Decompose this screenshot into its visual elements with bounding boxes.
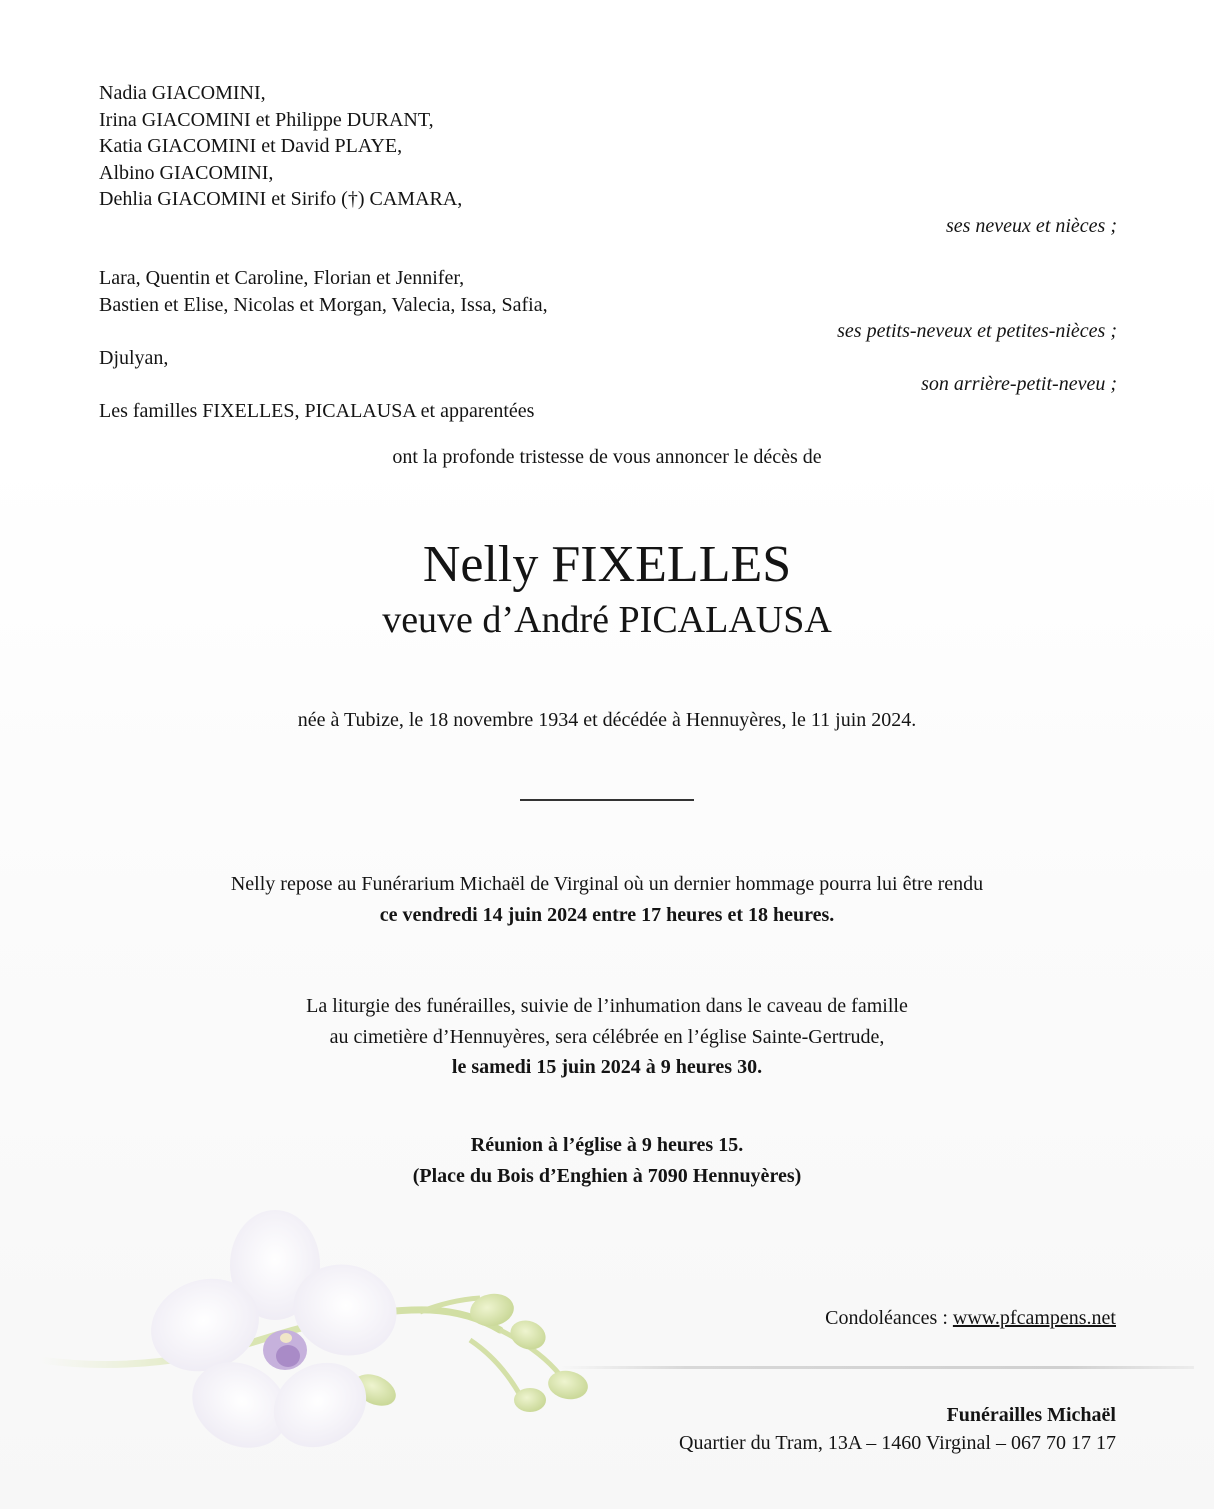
funeral-line: La liturgie des funérailles, suivie de l’inhumation dans le caveau de famille	[306, 995, 908, 1017]
family-member: Lara, Quentin et Caroline, Florian et Jennifer,	[99, 267, 465, 289]
family-role: son arrière-petit-neveu ;	[921, 373, 1117, 395]
family-role: ses petits-neveux et petites-nièces ;	[837, 320, 1117, 342]
family-member: Djulyan,	[99, 346, 169, 369]
divider-line	[520, 799, 694, 801]
deceased-name: Nelly FIXELLES	[422, 536, 792, 593]
condolences	[825, 1307, 1116, 1330]
funeral-paragraph	[0, 991, 1214, 1083]
family-member: Dehlia GIACOMINI et Sirifo (†) CAMARA,	[99, 188, 463, 210]
family-member: Katia GIACOMINI et David PLAYE,	[99, 135, 403, 157]
birth-death-dates: née à Tubize, le 18 novembre 1934 et décédée à Hennuyères, le 11 juin 2024.	[297, 709, 917, 731]
visitation-line: Nelly repose au Funérarium Michaël de Virginal où un dernier hommage pourra lui être rendu	[230, 873, 984, 895]
family-role: ses neveux et nièces ;	[945, 214, 1117, 237]
meeting-time: Réunion à l’église à 9 heures 15.	[470, 1134, 744, 1156]
meeting-paragraph	[0, 1130, 1214, 1191]
family-member: Irina GIACOMINI et Philippe DURANT,	[99, 108, 434, 131]
funeral-company	[679, 1401, 1116, 1457]
family-member: Albino GIACOMINI,	[99, 161, 274, 184]
condolences-label: Condoléances :	[825, 1307, 948, 1329]
company-name: Funérailles Michaël	[946, 1404, 1116, 1426]
family-member: Nadia GIACOMINI,	[99, 82, 266, 104]
announcement-text: ont la profonde tristesse de vous annoncer le décès de	[392, 446, 822, 468]
deceased-spouse: veuve d’André PICALAUSA	[382, 599, 832, 641]
funeral-line: au cimetière d’Hennuyères, sera célébrée en l’église Sainte-Gertrude,	[329, 1025, 885, 1048]
meeting-place: (Place du Bois d’Enghien à 7090 Hennuyères)	[412, 1164, 802, 1187]
family-list	[99, 80, 1117, 424]
funeral-time: le samedi 15 juin 2024 à 9 heures 30.	[451, 1056, 763, 1078]
orchid-flower-image	[0, 1200, 620, 1509]
visitation-time: ce vendredi 14 juin 2024 entre 17 heures et 18 heures.	[379, 903, 835, 926]
condolences-link[interactable]: www.pfcampens.net	[952, 1307, 1116, 1329]
family-member: Bastien et Elise, Nicolas et Morgan, Valecia, Issa, Safia,	[99, 293, 548, 316]
company-address: Quartier du Tram, 13A – 1460 Virginal – 067 70 17 17	[679, 1432, 1116, 1454]
visitation-paragraph	[0, 869, 1214, 930]
footer-divider	[560, 1366, 1194, 1369]
family-member: Les familles FIXELLES, PICALAUSA et apparentées	[99, 399, 535, 422]
